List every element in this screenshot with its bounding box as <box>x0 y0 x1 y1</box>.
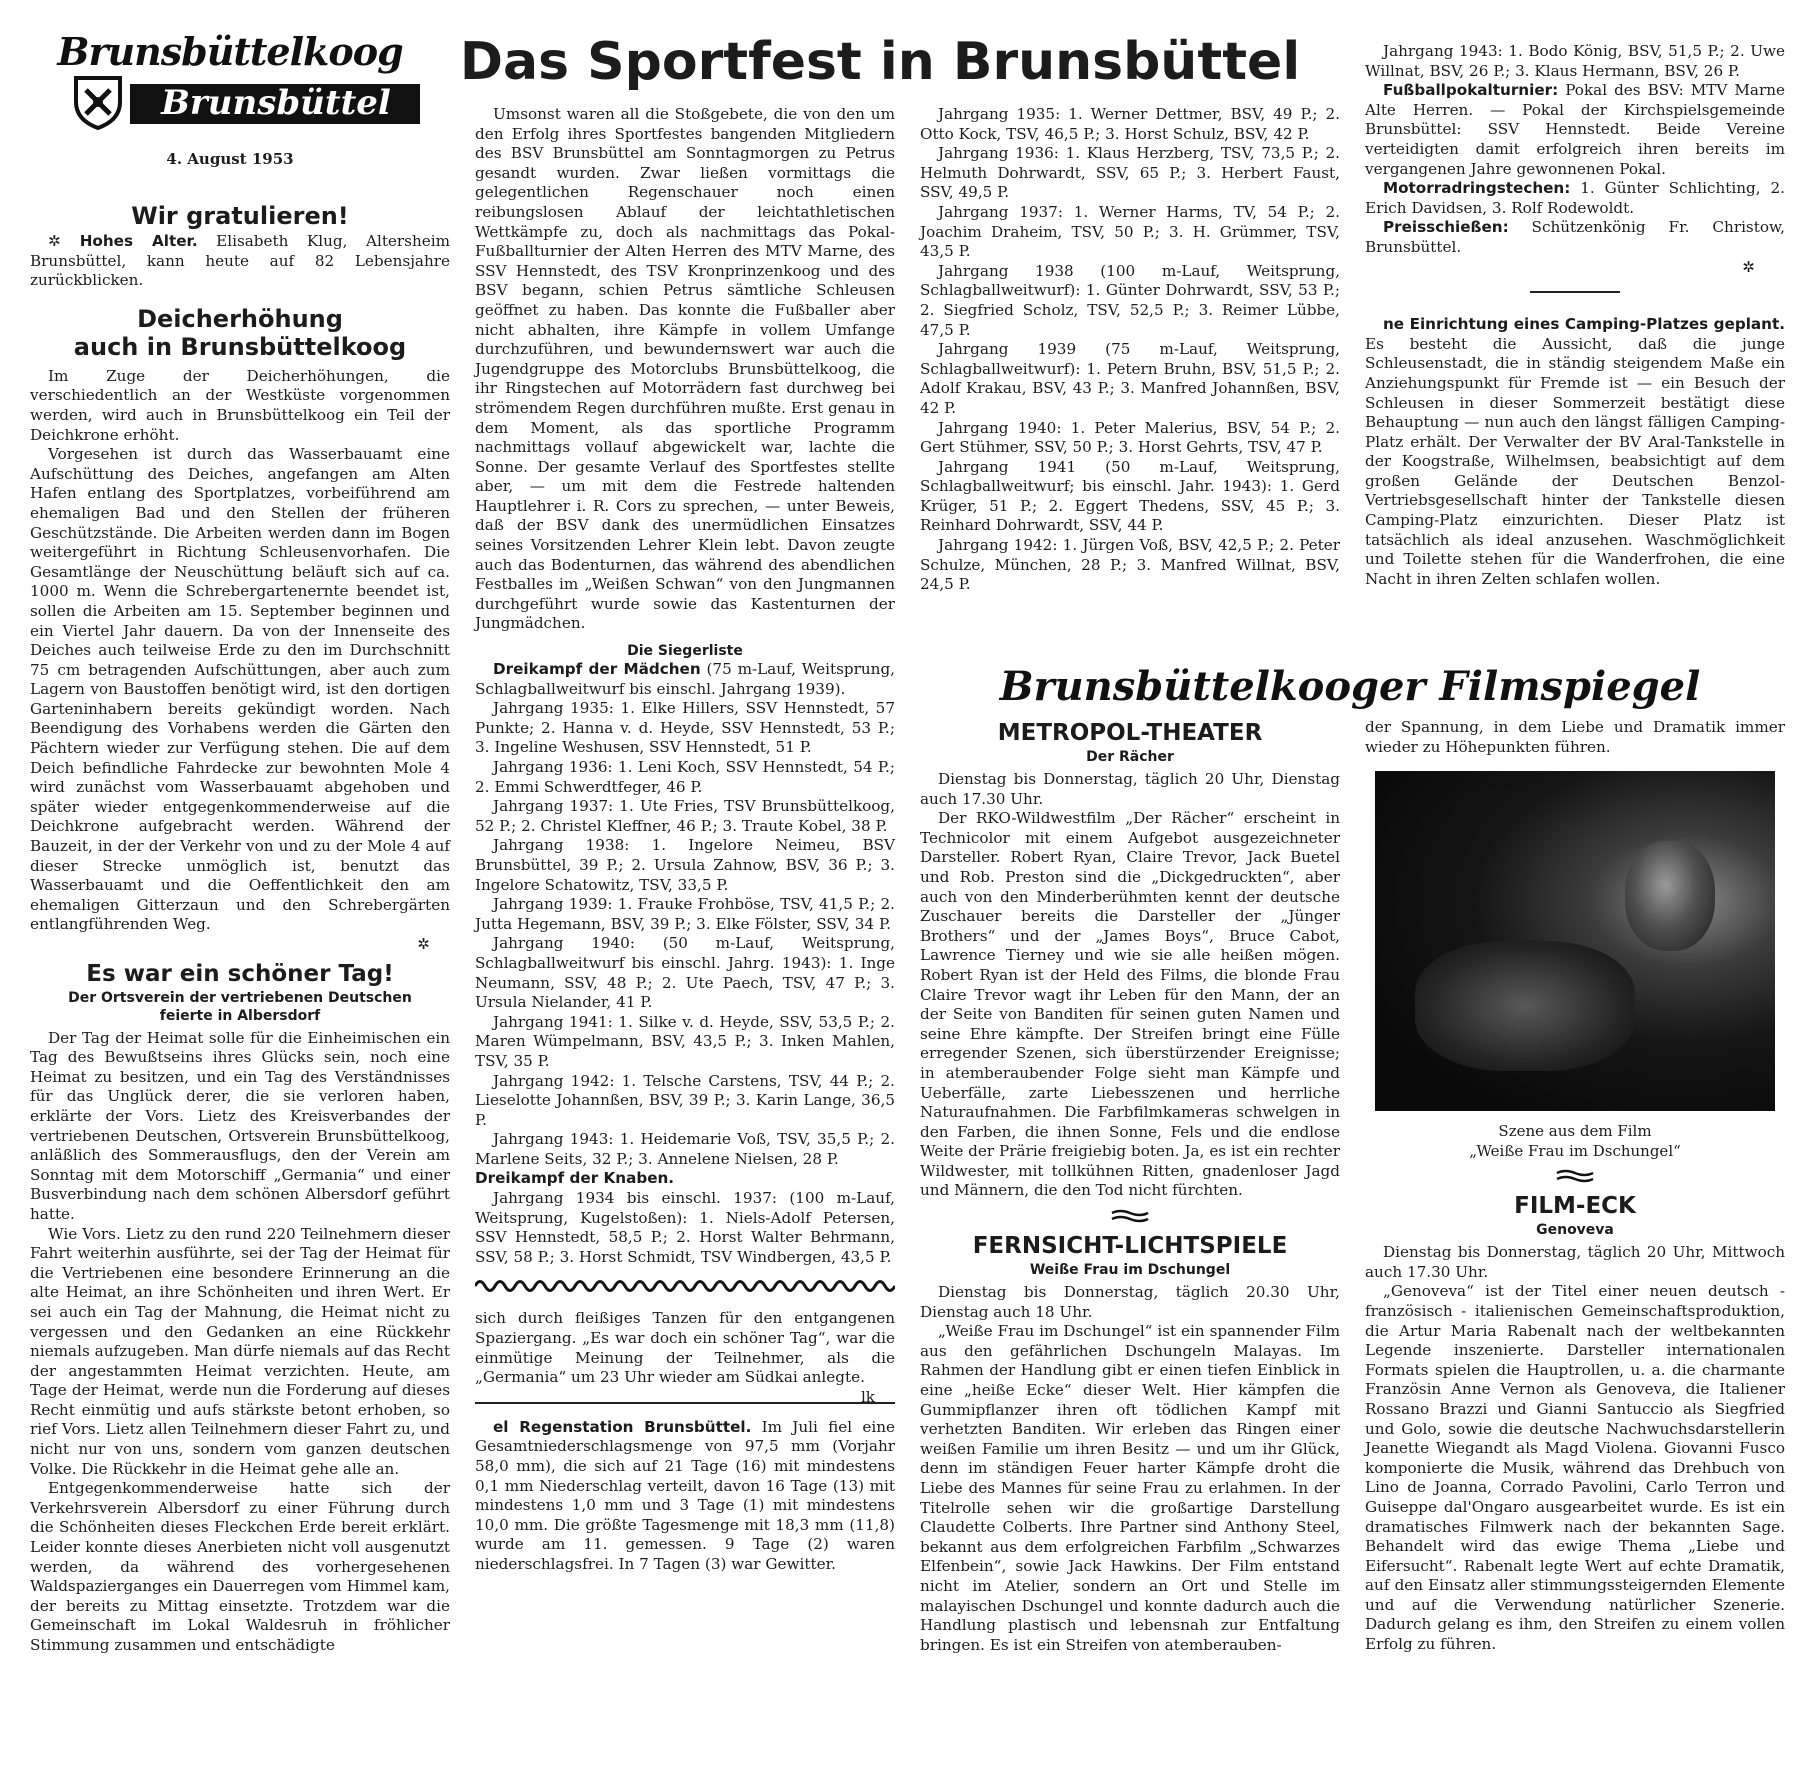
sportfest-text: Umsonst waren all die Stoßgebete, die von den um den Erfolg ihres Sportfestes bangenden Mitgliedern des BSV Brunsbüttel am Sonntagmorgen zu Petrus gesandt wurden. Zwar ließen vormittags die gelegentlichen Regenschauer noch einen reibungslosen Ablauf der leichtathletischen Wettkämpfe zu, doch als nachmittags das Pokal-Fußballturnier der Alten Herren des MTV Marne, des SSV Hennstedt, des TSV Kronprinzenkoog und des BSV begann, schien Petrus sämtliche Schleusen geöffnet zu haben. Das konnte die Fußballer aber nicht abhalten, ihre Kämpfe in vollem Umfange durchzuführen, und bewundernswert war auch die Jugendgruppe des Motorclubs Brunsbüttelkoog, die ihr Ringstechen auf Motorrädern fast durchweg bei strömendem Regen durchführen mußte. Erst genau in dem Moment, als das sportliche Programm nachmittags vollauf abgewickelt war, lachte die Sonne. Der gesamte Verlauf des Sportfestes stellte aber, — um mit dem die Festrede haltenden Hauptlehrer i. R. Cors zu sprechen, — unter Beweis, daß der BSV dank des unermüdlichen Einsatzes seines Vorsitzenden Lehrer Klein lebt. Davon zeugte auch das Bodenturnen, das während des abendlichen Festballes im „Weißen Schwan“ von den Jungmannen durchgeführt wurde sowie das Kastenturnen der Jungmädchen. <box>475 105 895 633</box>
film-scene-photo <box>1375 771 1775 1111</box>
masthead-title-1: Brunsbüttelkoog <box>57 29 403 74</box>
siegerliste-heading: Die Siegerliste <box>627 643 743 660</box>
siegerliste-knaben: Jahrgang 1935: 1. Werner Dettmer, BSV, 49 P.; 2. Otto Kock, TSV, 46,5 P.; 3. Horst Schulz, BSV, 42 P. Jahrgang 1936: 1. Klaus Herzberg, TSV, 73,5 P.; 2. Helmuth Dohrwardt, SSV, 65 P.; 3. Herbert Faust, SSV, 49,5 P. Jahrgang 1937: 1. Werner Harms, TV, 54 P.; 2. Joachim Draheim, TSV, 50 P.; 3. H. Grümmer, TSV, 43,5 P. Jahrgang 1938 (100 m-Lauf, Weitsprung, Schlagballweitwurf): 1. Günter Dohrwardt, SSV, 53 P.; 2. Siegfried Scholz, TSV, 52,5 P.; 3. Reimer Lübbe, 47,5 P. Jahrgang 1939 (75 m-Lauf, Weitsprung, Schlagballweitwurf): 1. Petern Bruhn, BSV, 51,5 P.; 2. Adolf Krakau, BSV, 43 P.; 3. Manfred Johannßen, BSV, 42 P. Jahrgang 1940: 1. Peter Malerius, BSV, 54 P.; 2. Gert Stühmer, SSV, 50 P.; 3. Horst Gehrts, TSV, 47 P. Jahrgang 1941 (50 m-Lauf, Weitsprung, Schlagballweitwurf; bis einschl. Jahr. 1943): 1. Gerd Krüger, 51 P.; 2. Eggert Thedens, SSV, 45 P.; 3. Reinhard Dohrwardt, SSV, 44 P. Jahrgang 1942: 1. Jürgen Voß, BSV, 42,5 P.; 2. Peter Schulze, München, 28 P.; 3. Manfred Willnat, BSV, 24,5 P. <box>920 105 1340 594</box>
masthead-banner <box>40 80 420 128</box>
photo-foliage <box>1415 941 1635 1071</box>
tag-subheading: Der Ortsverein der vertriebenen Deutschen feierte in Albersdorf <box>68 989 412 1024</box>
raecher-title: Der Rächer <box>1086 749 1174 765</box>
masthead <box>40 30 420 180</box>
gratulieren-text: ✲ Hohes Alter. Elisabeth Klug, Altersheim Brunsbüttel, kann heute auf 82 Lebensjahre zurückblicken. <box>30 232 450 290</box>
photo-figure <box>1625 841 1715 951</box>
gratulieren-heading: Wir gratulieren! <box>131 202 349 230</box>
masthead-date: 4. August 1953 <box>166 150 294 168</box>
photo-caption: Szene aus dem Film „Weiße Frau im Dschungel“ <box>1469 1122 1681 1161</box>
column-2 <box>475 105 895 1575</box>
results-continued: Jahrgang 1943: 1. Bodo König, BSV, 51,5 P.; 2. Uwe Willnat, BSV, 26 P.; 3. Klaus Hermann, BSV, 26 P. Fußballpokalturnier: Pokal des BSV: MTV Marne Alte Herren. — Pokal der Kirchspielsgemeinde Brunsbüttel: SSV Hennstedt. Beide Vereine verteidigten damit erfolgreich ihren bereits im vergangenen Jahre gewonnenen Pokal. Motorradringstechen: 1. Günter Schlichting, 2. Erich Davidsen, 3. Rolf Rodewoldt. Preisschießen: Schützenkönig Fr. Christow, Brunsbüttel. ✲ <box>1365 42 1785 276</box>
genoveva-title: Genoveva <box>1536 1222 1614 1239</box>
tag-text: Der Tag der Heimat solle für die Einheimischen ein Tag des Bewußtseins ihres Glücks sein, noch eine Heimat zu besitzen, und ein Tag des Verständnisses für das Unglück derer, die sie verloren haben, erklärte der Vors. Lietz des Kreisverbandes der vertriebenen Deutschen, Ortsverein Brunsbüttelkoog, anläßlich des Sommerausflugs, den der Verein am Sonntag mit dem Motorschiff „Germania“ und einer Busverbindung nach dem schönen Albersdorf geführt hatte. Wie Vors. Lietz zu den rund 220 Teilnehmern dieser Fahrt weiterhin ausführte, sei der Tag der Heimat für die Vertriebenen eine besondere Erinnerung an die alte Heimat, an ihre Schönheiten und ihren Wert. Er sei auch ein Tag der Mahnung, die Heimat nicht zu vergessen und den Gedanken an eine Rückkehr niemals aufzugeben. Man dürfe niemals auf das Recht der angestammten Heimat verzichten. Heute, am Tage der Heimat, werde nun die Forderung auf dieses Recht einmütig und aufs stärkste betont erhoben, so rief Vors. Lietz allen Teilnehmern dieser Fahrt zu, und nicht nur von uns, sondern vom ganzen deutschen Volke. Die Rückkehr in die Heimat gehe alle an. Entgegenkommenderweise hatte sich der Verkehrsverein Albersdorf zu einer Führung durch die Schönheiten dieses Fleckchen Erde bereit erklärt. Leider konnte dieses Anerbieten nicht voll ausgenutzt werden, da während des vorhergesehenen Waldspazierganges ein Dauerregen vom Himmel kam, der bereits zu Mittag einsetzte. Trotzdem war die Gemeinschaft im Lokal Waldesruh in fröhlicher Stimmung zusammen und entschädigte <box>30 1028 450 1654</box>
weisse-text: Dienstag bis Donnerstag, täglich 20.30 Uhr, Dienstag auch 18 Uhr. „Weiße Frau im Dschungel“ ist ein spannender Film aus den gefährlichen Dschungeln Malayas. Im Rahmen der Handlung gibt er einen tiefen Einblick in eine „heiße Ecke“ dieser Welt. Hier kämpfen die Gummipflanzer ihren oft tödlichen Kampf mit verhetzten Banditen. Wir erleben das Ringen einer weißen Familie um ihren Besitz — und um ihr Glück, denn im ständigen Feuer harter Kämpfe droht die Liebe des Mannes für seine Frau zu erlahmen. In der Titelrolle sehen wir die großartige Darstellung Claudette Colberts. Ihre Partner sind Anthony Steel, bekannt aus dem erfolgreichen Farbfilm „Schwarzes Elfenbein“, sowie Jack Hawkins. Der Film entstand nicht im Atelier, sondern an Ort und Stelle im malayischen Dschungel und konnte dadurch auch die Handlung plastisch und lebensnah zur Entfaltung bringen. Es ist ein Streifen von atemberauben- <box>920 1283 1340 1654</box>
weisse-continued: der Spannung, in dem Liebe und Dramatik immer wieder zu Höhepunkten führen. <box>1365 718 1785 756</box>
raecher-text: Dienstag bis Donnerstag, täglich 20 Uhr, Dienstag auch 17.30 Uhr. Der RKO-Wildwestfilm „Der Rächer“ erscheint in Technicolor mit einem Aufgebot ausgezeichneter Darsteller. Robert Ryan, Claire Trevor, Jack Buetel und Rob. Preston sind die „Dickgedruckten“, aber auch von den Minderberühmten kennt der deutsche Zuschauer bereits die Darsteller der „Jünger Brothers“ und der „James Boys“, Bruce Cabot, Lawrence Tierney und wie sie alle heißen mögen. Robert Ryan ist der Held des Films, die blonde Frau Claire Trevor wagt ihr Leben für den Mann, der an der Seite von Banditen für seinen guten Namen und seine Ehre kämpfte. Der Streifen bringt eine Fülle erregender Szenen, sich überstürzender Ereignisse; in atemberaubender Folge sieht man Kämpfe und Ueberfälle, zarte Liebesszenen und herrliche Naturaufnahmen. Die Farbfilmkameras schwelgen in den Farben, die ihnen Sonne, Fels und die endlose Weite der Prärie freigiebig boten. Ja, es ist ein rechter Wildwester, mit tollkühnen Ritten, gnadenloser Jagd und Männern, die den Tod nicht fürchten. <box>920 770 1340 1200</box>
column-4-top <box>1365 42 1785 589</box>
tag-continued: sich durch fleißiges Tanzen für den entgangenen Spaziergang. „Es war doch ein schöner Tag“, war die einmütige Meinung der Teilnehmer, als die „Germania“ um 23 Uhr wieder am Südkai anlegte. lk <box>475 1309 895 1406</box>
star-icon: ✲ <box>1742 257 1755 276</box>
filmspiegel-heading: Brunsbüttelkooger Filmspiegel <box>999 663 1701 710</box>
siegerliste-maedchen: Dreikampf der Mädchen (75 m-Lauf, Weitsprung, Schlagballweitwurf bis einschl. Jahrgang 1939). Jahrgang 1935: 1. Elke Hillers, SSV Hennstedt, 57 Punkte; 2. Hanna v. d. Heyde, SSV Hennstedt, 53 P.; 3. Ingeline Weshusen, SSV Hennstedt, 51 P. Jahrgang 1936: 1. Leni Koch, SSV Hennstedt, 54 P.; 2. Emmi Schwerdtfeger, 46 P. Jahrgang 1937: 1. Ute Fries, TSV Brunsbüttelkoog, 52 P.; 2. Christel Kleffner, 46 P.; 3. Traute Kobel, 38 P. Jahrgang 1938: 1. Ingelore Neimeu, BSV Brunsbüttel, 39 P.; 2. Ursula Zahnow, BSV, 36 P.; 3. Ingelore Schatowitz, TSV, 33,5 P. Jahrgang 1939: 1. Frauke Frohböse, TSV, 41,5 P.; 2. Jutta Hegemann, BSV, 39 P.; 3. Elke Fölster, SSV, 34 P. Jahrgang 1940: (50 m-Lauf, Weitsprung, Schlagballweitwurf bis einschl. Jahrg. 1943): 1. Inge Neumann, SSV, 48 P.; 2. Ute Paech, TSV, 47 P.; 3. Ursula Nielander, 41 P. Jahrgang 1941: 1. Silke v. d. Heyde, SSV, 53,5 P.; 2. Maren Wümpelmann, BSV, 43,5 P.; 3. Inken Mahlen, TSV, 35 P. Jahrgang 1942: 1. Telsche Carstens, TSV, 44 P.; 2. Lieselotte Johannßen, BSV, 39 P.; 3. Karin Lange, 36,5 P. Jahrgang 1943: 1. Heidemarie Voß, TSV, 35,5 P.; 2. Marlene Seits, 32 P.; 3. Annelene Nielsen, 28 P. Dreikampf der Knaben. Jahrgang 1934 bis einschl. 1937: (100 m-Lauf, Weitsprung, Kugelstoßen): 1. Niels-Adolf Petersen, SSV Hennstedt, 58,5 P.; 2. Horst Walter Behrmann, SSV, 58 P.; 3. Horst Schmidt, TSV Windbergen, 43,5 P. <box>475 660 895 1266</box>
weisse-title: Weiße Frau im Dschungel <box>1029 1262 1231 1279</box>
divider <box>1530 291 1620 293</box>
deich-text: Im Zuge der Deicherhöhungen, die verschiedentlich an der Westküste vorgenommen werden, wird auch in Brunsbüttelkoog ein Teil der Deichkrone erhöht. Vorgesehen ist durch das Wasserbauamt eine Aufschüttung des Deiches, angefangen am Alten Hafen entlang des Sportplatzes, vorbeiführend am ehemaligen Bad und den Stellen der früheren Geschützstände. Die Arbeiten werden dann im Bogen weitergeführt in Richtung Schleusenvorhafen. Die Gesamtlänge der Neuschüttung beläuft sich auf ca. 1000 m. Wenn die Schrebergartenernte beendet ist, sollen die Arbeiten am 15. September beginnen und ein Viertel Jahr dauern. Da von der Innenseite des Deiches auch teilweise Erde zu den im Durchschnitt 75 cm betragenden Aufschüttungen, aber auch zum Lagern von Baustoffen benötigt wird, ist den dortigen Garteninhabern bereits gekündigt worden. Nach Beendigung des Vorhabens werden die Gärten den Pächtern wieder zur Verfügung stehen. Die auf dem Deich befindliche Fahrdecke zur bewohnten Mole 4 wird zunächst vom Wasserbauamt abgehoben und später wieder entgegenkommenderweise auf die Deichkrone aufgebracht werden. Während der Bauzeit, in der der Verkehr von und zu der Mole 4 auf dieser Strecke unmöglich ist, benutzt das Wasserbauamt und die Oeffentlichkeit den am ehemaligen Gitterzaun und den Schrebergärten entlangführenden Weg. ✲ <box>30 366 450 953</box>
divider <box>475 1402 895 1404</box>
crest-icon <box>68 74 128 130</box>
tag-heading: Es war ein schöner Tag! <box>86 960 394 987</box>
page-title: Das Sportfest in Brunsbüttel <box>459 32 1301 92</box>
column-3-film <box>920 718 1340 1655</box>
double-rule-icon <box>1555 1169 1595 1183</box>
wave-divider <box>475 1277 895 1295</box>
column-3-top <box>920 105 1340 595</box>
metropol-heading: METROPOL-THEATER <box>997 720 1263 746</box>
column-1 <box>30 200 450 1656</box>
deich-heading: Deicherhöhung auch in Brunsbüttelkoog <box>73 304 407 361</box>
fernsicht-heading: FERNSICHT-LICHTSPIELE <box>972 1233 1288 1260</box>
star-icon: ✲ <box>417 935 430 953</box>
regen-text: el Regenstation Brunsbüttel. Im Juli fiel eine Gesamtniederschlagsmenge von 97,5 mm (Vorjahr 58,0 mm), die sich auf 21 Tage (16) mit mindestens 0,1 mm Niederschlag verteilt, davon 16 Tage (13) mit mindestens 1,0 mm und 3 Tage (1) mit mindestens 10,0 mm. Die größte Tagesmenge mit 18,3 mm (11,8) wurde am 11. gemessen. 9 Tage (2) waren niederschlagsfrei. In 7 Tagen (3) war Gewitter. <box>475 1417 895 1573</box>
double-rule-icon <box>1110 1209 1150 1223</box>
camping-text: ne Einrichtung eines Camping-Platzes geplant. Es besteht die Aussicht, daß die junge Schleusenstadt, die in ständig steigendem Maße ein Anziehungspunkt für Fremde ist — ein Besuch der Schleusen in dieser Sommerzeit bestätigt diese Behauptung — nun auch den längst fälligen Camping-Platz erhält. Der Verwalter der BV Aral-Tankstelle in der Koogstraße, Wilhelmsen, beabsichtigt auf dem großen Gelände der Deutschen Benzol-Vertriebsgesellschaft hinter der Tankstelle diesen Camping-Platz einzurichten. Dieser Platz ist tatsächlich als ideal anzusehen. Waschmöglichkeit und Toilette stehen für die Wanderfrohen, die eine Nacht in ihren Zelten schlafen wollen. <box>1365 315 1785 588</box>
column-4-film <box>1365 718 1785 1655</box>
filmeck-heading: FILM-ECK <box>1514 1193 1636 1220</box>
masthead-title-2: Brunsbüttel <box>161 83 391 123</box>
genoveva-text: Dienstag bis Donnerstag, täglich 20 Uhr, Mittwoch auch 17.30 Uhr. „Genoveva“ ist der Titel einer neuen deutsch - französisch - italienischen Gemeinschaftsproduktion, die Artur Maria Rabenalt nach der weltbekannten Legende inszenierte. Darsteller internationalen Formats spielen die Hauptrollen, u. a. die charmante Französin Anne Vernon als Genoveva, die Italiener Rossano Brazzi und Gianni Santuccio als Siegfried und Golo, sowie die deutsche Nachwuchsdarstellerin Jeanette Wiegandt als Magd Violena. Giovanni Fusco komponierte die Musik, während das Drehbuch von Lino de Joanna, Corrado Pavolini, Carlo Terron und Guiseppe dal'Ongaro ausgearbeitet wurde. Es ist ein dramatisches Filmwerk nach der bekannten Sage. Behandelt wird das ewige Thema „Liebe und Eifersucht“. Rabenalt legte Wert auf echte Dramatik, auf den Einsatz aller stimmungssteigernden Elemente und auf die Verwendung natürlicher Szenerie. Dadurch gelang es ihm, den Streifen zu einem vollen Erfolg zu führen. <box>1365 1243 1785 1654</box>
